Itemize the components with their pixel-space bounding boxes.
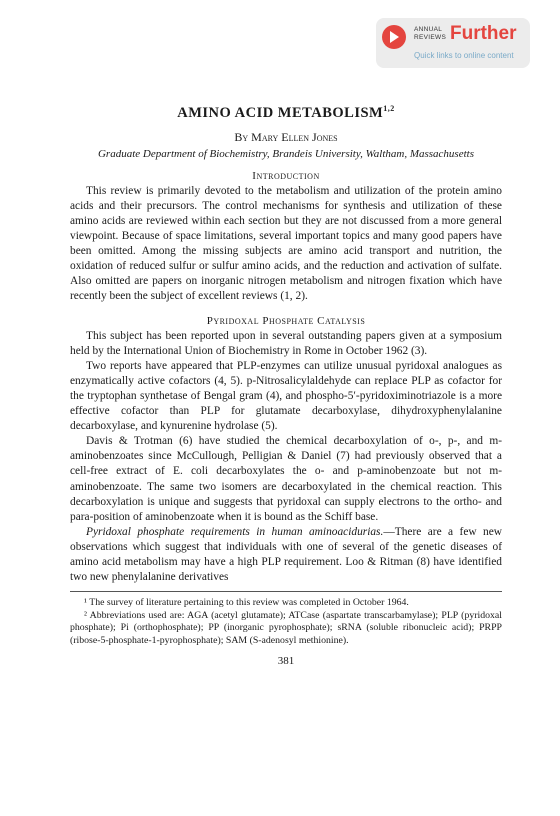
article-page: [70, 104, 502, 667]
footnote-1: ¹ The survey of literature pertaining to this review was completed in October 1964.: [84, 597, 409, 609]
plp-paragraph-3: Davis & Trotman (6) have studied the chemical decarboxylation of o-, p-, and m-aminobenzoates since McCullough, Pelligian & Daniel (7) had previously observed that a cell-free extract of E. coli decarboxylates the o- and p-aminobenzoate but not m-aminobenzoate. The same two isomers are decarboxylated in the chemical reaction. This decarboxylation is unique and suggests that pyridoxal can supply electrons to the ortho- and para-position of aminobenzoate when it is bound as the Schiff base.: [70, 435, 502, 523]
footnote-2: ² Abbreviations used are: AGA (acetyl glutamate); ATCase (aspartate transcarbamylase); PLP (pyridoxal phosphate); Pi (orthophosphate); PP (inorganic pyrophosphate); sRNA (soluble ribonucleic acid); PRPP (ribose-5-phosphate-1-pyrophosphate); SAM (S-adenosyl methionine).: [70, 609, 502, 646]
page-number: 381: [277, 655, 295, 668]
plp-paragraph-1: This subject has been reported upon in several outstanding papers given at a symposium held by the International Union of Biochemistry in Rome in October 1962 (3).: [70, 329, 502, 357]
footnote-divider: [70, 591, 502, 592]
badge-brand: Further: [450, 23, 517, 44]
section-heading-plp: Pyridoxal Phosphate Catalysis: [206, 314, 366, 327]
intro-paragraph: This review is primarily devoted to the metabolism and utilization of the protein amino acids and their precursors. The control mechanisms for synthesis and utilization of these amino acids are reviewed within each section but they are not discussed from a more general viewpoint. Because of space limitations, several important topics and many good papers have been omitted. Among the missing subjects are amino acid transport and nutrition, the oxidation of reduced sulfur or sulfur amino acids, and the reduction and activation of sulfate. Also omitted are papers on inorganic nitrogen metabolism and nitrogen fixation which have recently been the subject of excellent reviews (1, 2).: [70, 184, 502, 303]
section-heading-introduction: Introduction: [252, 169, 320, 182]
article-affiliation: Graduate Department of Biochemistry, Brandeis University, Waltham, Massachusetts: [97, 147, 474, 160]
badge-publisher: ANNUAL REVIEWS: [414, 26, 447, 41]
plp-paragraph-2: Two reports have appeared that PLP-enzymes can utilize unusual pyridoxal analogues as enzymatically active cofactors (4, 5). p-Nitrosalicylaldehyde can replace PLP as cofactor for the tryptophan synthetase of Bengal gram (4), and phospho-5′-pyridoximinotriazole is a more effective cofactor than PLP for glutamate decarboxylase, dihydroxyphenylalanine decarboxylase, and kynurenine hydrolase (5).: [70, 359, 502, 433]
further-links-badge[interactable]: [376, 18, 530, 68]
article-author: By Mary Ellen Jones: [234, 129, 338, 144]
plp-paragraph-4: Pyridoxal phosphate requirements in human aminoacidurias.—There are a few new observations which suggest that individuals with one of several of the genetic diseases of amino acid metabolism may have a high PLP requirement. Loo & Ritman (8) have identified two new phenylalanine derivatives: [70, 525, 502, 584]
badge-link-text[interactable]: Quick links to online content: [414, 51, 514, 60]
article-title: AMINO ACID METABOLISM$^{1,2}$: [177, 104, 395, 121]
annual-reviews-logo-icon: [382, 25, 406, 49]
